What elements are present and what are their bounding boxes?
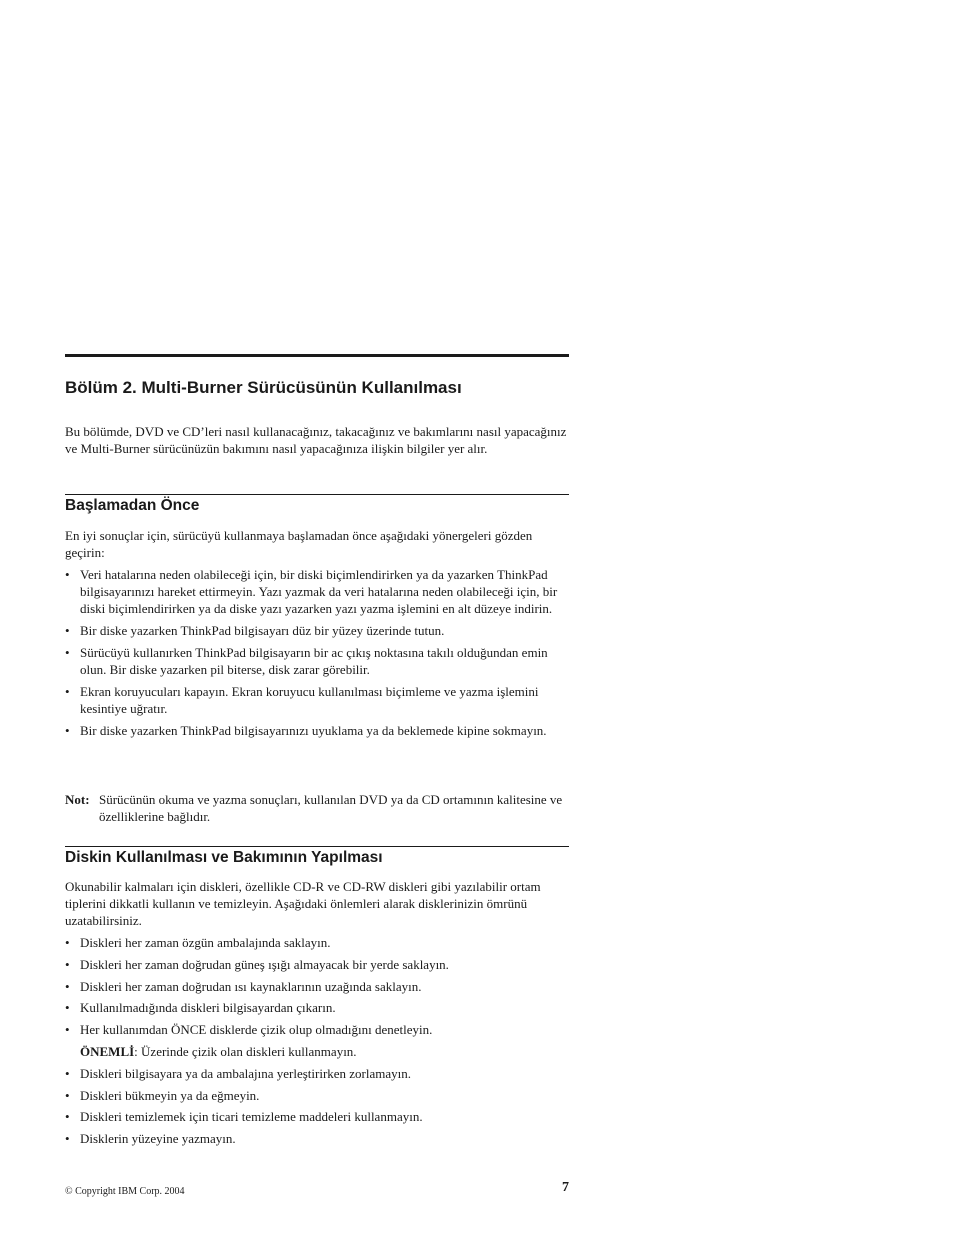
list-item	[65, 1021, 569, 1060]
copyright: © Copyright IBM Corp. 2004	[65, 1186, 185, 1197]
list-item: • Sürücüyü kullanırken ThinkPad bilgisayarın bir ac çıkış noktasına takılı olduğundan emin olun. Bir diske yazarken pil biterse, disk zarar görebilir.	[65, 644, 569, 678]
important-label: ÖNEMLİ	[80, 1043, 135, 1059]
list-item: • Ekran koruyucuları kapayın. Ekran koruyucu kullanılması biçimleme ve yazma işlemini kesintiye uğratır.	[65, 683, 569, 717]
list-item: • Disklerin yüzeyine yazmayın.	[65, 1130, 569, 1147]
section-rule	[65, 846, 569, 847]
chapter-intro: Bu bölümde, DVD ve CD’leri nasıl kullanacağınız, takacağınız ve bakımlarını nasıl yapacağınız ve Multi-Burner sürücünüzün bakımını nasıl yapacağınıza ilişkin bilgiler yer alır.	[65, 424, 567, 457]
section-intro-before-start: En iyi sonuçlar için, sürücüyü kullanmaya başlamadan önce aşağıdaki yönergeleri gözden geçirin:	[65, 528, 533, 561]
guideline-list	[65, 566, 569, 744]
section-intro-disc-care: Okunabilir kalmaları için diskleri, özellikle CD-R ve CD-RW diskleri gibi yazılabilir ortam tiplerini dikkatli kullanın ve temizleyin. Aşağıdaki önlemleri alarak disklerinizin ömrünü uzatabilirsiniz.	[65, 879, 541, 929]
list-item: • Bir diske yazarken ThinkPad bilgisayarı düz bir yüzey üzerinde tutun.	[65, 622, 569, 639]
chapter-title: Bölüm 2. Multi-Burner Sürücüsünün Kullanılması	[65, 378, 462, 397]
care-list	[65, 934, 569, 1152]
section-title-before-start: Başlamadan Önce	[65, 497, 200, 514]
note-text: Sürücünün okuma ve yazma sonuçları, kullanılan DVD ya da CD ortamının kalitesine ve özelliklerine bağlıdır.	[99, 792, 563, 825]
important-note	[80, 1043, 569, 1060]
list-item: • Veri hatalarına neden olabileceği için, bir diski biçimlendirirken ya da yazarken ThinkPad bilgisayarınızı hareket ettirmeyin. Yazı yazmak da veri hatalarına neden olabileceği için, bir diski biçimlendirirken ya da diske yazı yazarken yazı yazma işlemini en alt düzeye indirin.	[65, 566, 569, 618]
note-label: Not:	[65, 792, 90, 807]
section-title-disc-care: Diskin Kullanılması ve Bakımının Yapılması	[65, 849, 383, 866]
list-item: • Bir diske yazarken ThinkPad bilgisayarınızı uyuklama ya da beklemede kipine sokmayın.	[65, 722, 569, 739]
list-item: • Diskleri her zaman özgün ambalajında saklayın.	[65, 934, 569, 951]
list-item: • Diskleri her zaman doğrudan güneş ışığı almayacak bir yerde saklayın.	[65, 956, 569, 973]
list-item: • Diskleri bilgisayara ya da ambalajına yerleştirirken zorlamayın.	[65, 1065, 569, 1082]
important-text: : Üzerinde çizik olan diskleri kullanmayın.	[134, 1043, 357, 1059]
list-item: • Kullanılmadığında diskleri bilgisayardan çıkarın.	[65, 999, 569, 1016]
page-number: 7	[562, 1180, 569, 1195]
list-item-text: Her kullanımdan ÖNCE disklerde çizik olup olmadığını denetleyin.	[80, 1022, 433, 1038]
list-item: • Diskleri her zaman doğrudan ısı kaynaklarının uzağında saklayın.	[65, 978, 569, 995]
note	[65, 791, 569, 825]
list-item: • Diskleri temizlemek için ticari temizleme maddeleri kullanmayın.	[65, 1108, 569, 1125]
list-item: • Diskleri bükmeyin ya da eğmeyin.	[65, 1087, 569, 1104]
chapter-rule	[65, 354, 569, 357]
section-rule	[65, 494, 569, 495]
